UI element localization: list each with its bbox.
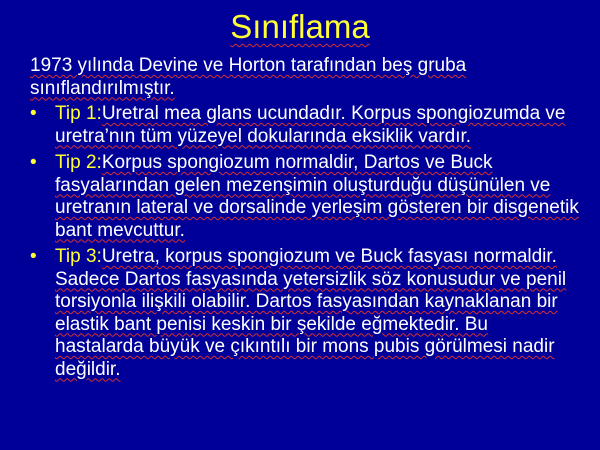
tip-list [30, 103, 580, 381]
bullet-icon: • [30, 246, 37, 267]
intro-text: 1973 yılında Devine ve Horton tarafından beş gruba sınıflandırılmıştır. [30, 55, 467, 99]
tip-label: Tip 2: [55, 152, 102, 173]
tip-label: Tip 3: [55, 246, 102, 267]
tip-item-1 [30, 103, 580, 148]
tip-item-3 [30, 246, 580, 381]
slide-body [30, 55, 580, 385]
bullet-icon: • [30, 152, 37, 173]
tip-text: Uretra, korpus spongiozum ve Buck fasyası normaldir. Sadece Dartos fasyasında yetersizlik söz konusudur ve penil torsiyonla ilişkili olabilir. Dartos fasyasından kaynaklanan bir elastik bant penisi keskin bir şekilde eğmektedir. Bu hastalarda büyük ve çıkıntılı bir mons pubis görülmesi nadir değildir. [55, 246, 567, 380]
tip-text: Uretral mea glans ucundadır. Korpus spongiozumda ve uretra’nın tüm yüzeyel dokularında eksiklik vardır. [55, 103, 566, 147]
tip-item-2 [30, 152, 580, 242]
slide-title: Sınıflama [230, 8, 370, 45]
tip-text: Korpus spongiozum normaldir, Dartos ve Buck fasyalarından gelen mezenşimin oluşturduğu düşünülen ve uretranın lateral ve dorsalinde yerleşim gösteren bir disgenetik bant mevcuttur. [55, 152, 579, 241]
bullet-icon: • [30, 103, 37, 124]
tip-label: Tip 1: [55, 103, 102, 124]
